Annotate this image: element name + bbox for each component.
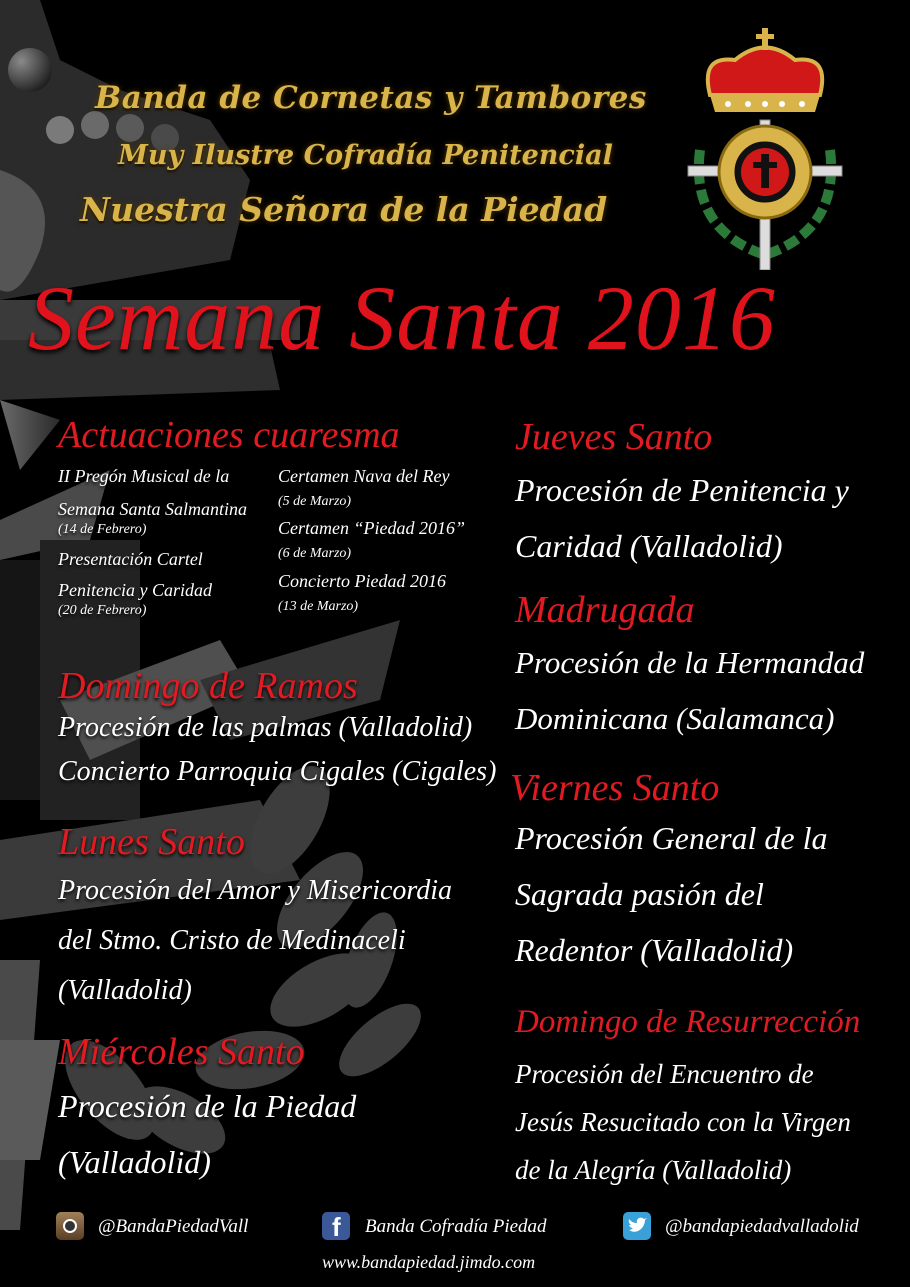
header-line-3: Nuestra Señora de la Piedad bbox=[80, 190, 608, 229]
instagram-icon[interactable] bbox=[56, 1212, 84, 1240]
header-line-2: Muy Ilustre Cofradía Penitencial bbox=[118, 140, 613, 171]
viernes-santo-line-3: Redentor (Valladolid) bbox=[515, 932, 794, 968]
actuacion-3-name: Certamen Nava del Rey bbox=[278, 466, 450, 486]
domingo-resurreccion-details bbox=[515, 1050, 851, 1194]
jueves-santo-details bbox=[515, 462, 849, 574]
heading-jueves-santo: Jueves Santo bbox=[515, 416, 713, 458]
domingo-ramos-line-2: Concierto Parroquia Cigales (Cigales) bbox=[58, 756, 497, 787]
actuacion-1-line-1: II Pregón Musical de la bbox=[58, 466, 230, 486]
actuacion-2-date: (20 de Febrero) bbox=[58, 603, 147, 618]
actuacion-5-name: Concierto Piedad 2016 bbox=[278, 571, 446, 591]
actuacion-3-date: (5 de Marzo) bbox=[278, 494, 352, 509]
header-line-1: Banda de Cornetas y Tambores bbox=[95, 80, 647, 116]
heading-domingo-ramos: Domingo de Ramos bbox=[58, 665, 358, 707]
miercoles-santo-line-2: (Valladolid) bbox=[58, 1144, 211, 1180]
facebook-icon[interactable]: f bbox=[322, 1212, 350, 1240]
lunes-santo-line-3: (Valladolid) bbox=[58, 975, 192, 1006]
lunes-santo-details bbox=[58, 866, 452, 1016]
cofradia-crest-icon bbox=[680, 20, 850, 270]
main-title: Semana Santa 2016 bbox=[28, 267, 776, 369]
heading-madrugada: Madrugada bbox=[515, 589, 695, 631]
heading-actuaciones: Actuaciones cuaresma bbox=[58, 414, 400, 456]
actuacion-2-line-2: Penitencia y Caridad bbox=[58, 580, 212, 600]
actuaciones-col-1 bbox=[58, 466, 278, 620]
heading-miercoles-santo: Miércoles Santo bbox=[58, 1031, 305, 1073]
heading-domingo-resurreccion: Domingo de Resurrección bbox=[515, 1004, 861, 1040]
actuacion-4-date: (6 de Marzo) bbox=[278, 546, 352, 561]
viernes-santo-line-1: Procesión General de la bbox=[515, 820, 828, 856]
jueves-santo-line-2: Caridad (Valladolid) bbox=[515, 528, 783, 564]
actuacion-2-line-1: Presentación Cartel bbox=[58, 549, 203, 569]
miercoles-santo-line-1: Procesión de la Piedad bbox=[58, 1088, 357, 1124]
lunes-santo-line-2: del Stmo. Cristo de Medinaceli bbox=[58, 925, 406, 956]
actuaciones-col-2 bbox=[278, 466, 498, 616]
madrugada-details bbox=[515, 635, 864, 747]
actuacion-1-line-2: Semana Santa Salmantina bbox=[58, 499, 247, 519]
domingo-resurreccion-line-1: Procesión del Encuentro de bbox=[515, 1059, 814, 1089]
miercoles-santo-details bbox=[58, 1078, 356, 1190]
domingo-resurreccion-line-2: Jesús Resucitado con la Virgen bbox=[515, 1107, 851, 1137]
twitter-icon[interactable] bbox=[623, 1212, 651, 1240]
facebook-page[interactable]: Banda Cofradía Piedad bbox=[365, 1216, 547, 1237]
domingo-ramos-line-1: Procesión de las palmas (Valladolid) bbox=[58, 712, 473, 743]
domingo-ramos-details bbox=[58, 706, 496, 794]
lunes-santo-line-1: Procesión del Amor y Misericordia bbox=[58, 875, 453, 906]
heading-viernes-santo: Viernes Santo bbox=[510, 767, 720, 809]
actuacion-5-date: (13 de Marzo) bbox=[278, 599, 359, 614]
madrugada-line-1: Procesión de la Hermandad bbox=[515, 645, 865, 680]
viernes-santo-details bbox=[515, 810, 828, 978]
instagram-handle[interactable]: @BandaPiedadVall bbox=[98, 1216, 249, 1237]
website-link[interactable]: www.bandapiedad.jimdo.com bbox=[322, 1252, 536, 1272]
jueves-santo-line-1: Procesión de Penitencia y bbox=[515, 472, 849, 508]
madrugada-line-2: Dominicana (Salamanca) bbox=[515, 701, 835, 736]
actuacion-1-date: (14 de Febrero) bbox=[58, 522, 147, 537]
actuacion-4-name: Certamen “Piedad 2016” bbox=[278, 518, 465, 538]
domingo-resurreccion-line-3: de la Alegría (Valladolid) bbox=[515, 1155, 792, 1185]
viernes-santo-line-2: Sagrada pasión del bbox=[515, 876, 764, 912]
twitter-handle[interactable]: @bandapiedadvalladolid bbox=[665, 1216, 859, 1237]
heading-lunes-santo: Lunes Santo bbox=[58, 821, 245, 863]
